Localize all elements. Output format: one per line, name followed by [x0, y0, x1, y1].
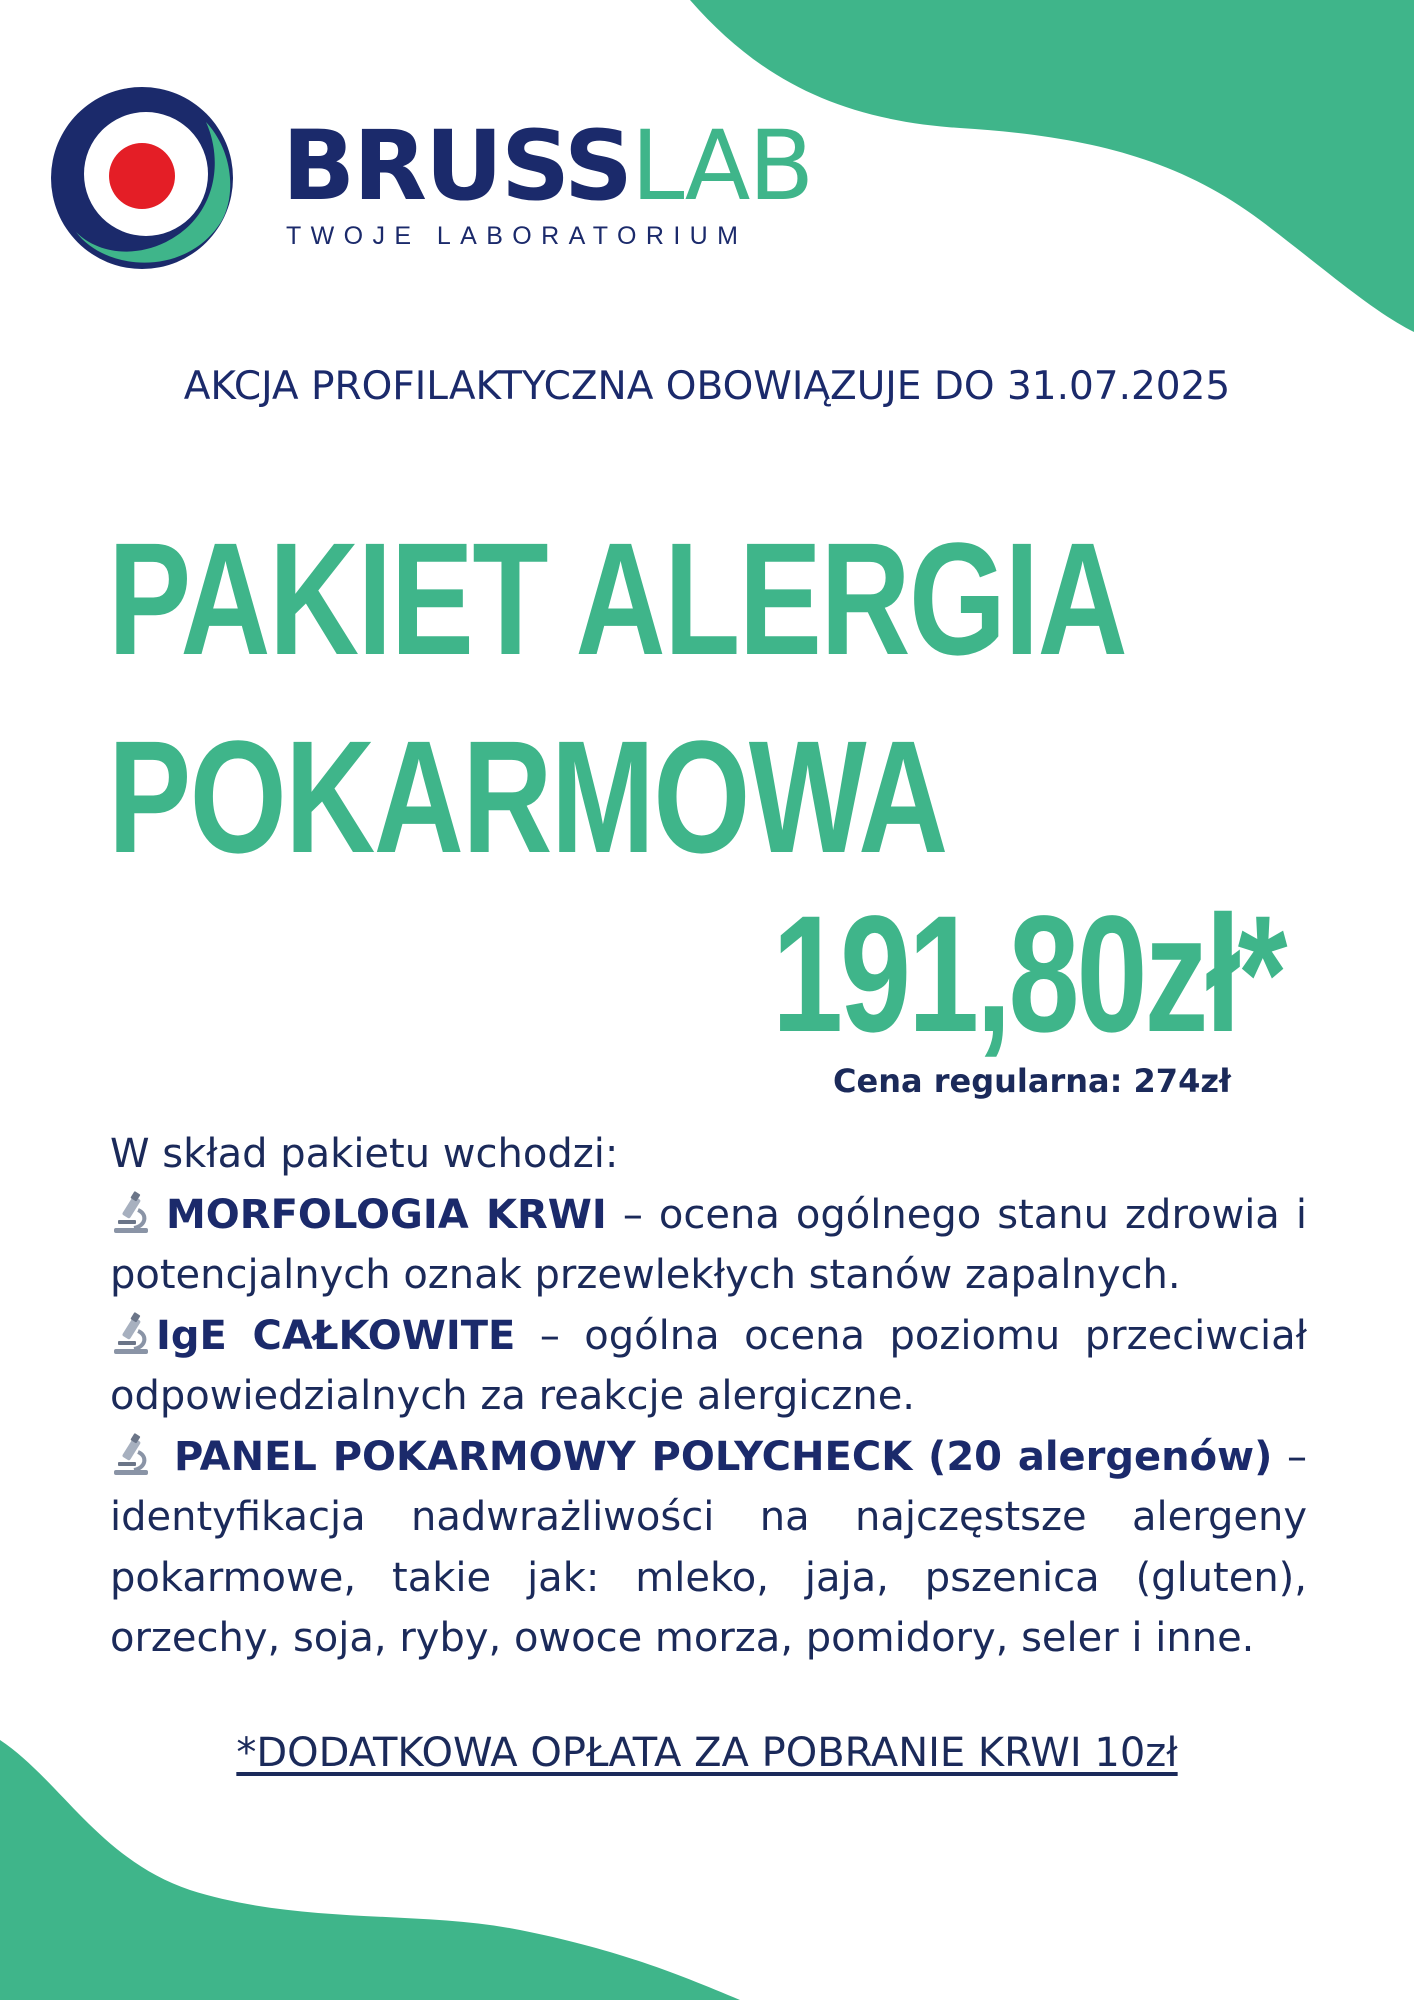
list-item [110, 1427, 1307, 1669]
regular-price: Cena regularna: 274zł [833, 1062, 1231, 1100]
package-title-line-1: PAKIET ALERGIA [108, 509, 1127, 688]
microscope-icon [110, 1311, 152, 1355]
list-item [110, 1185, 1307, 1306]
package-title [108, 500, 1126, 896]
contents-intro: W skład pakietu wchodzi: [110, 1131, 619, 1177]
promo-validity-text: AKCJA PROFILAKTYCZNA OBOWIĄZUJE DO 31.07.2025 [183, 364, 1231, 409]
item-name: MORFOLOGIA KRWI [166, 1191, 607, 1238]
brand-name-light: LAB [631, 110, 813, 222]
bottom-wave-decoration [0, 1740, 760, 2000]
brand-tagline: TWOJE LABORATORIUM [286, 222, 748, 250]
item-description: – identyfikacja nadwrażliwości na najczęstsze alergeny pokarmowe, takie jak: mleko, jaja, pszenica (gluten), orzechy, soja, ryby, owoce morza, pomidory, seler i inne. [110, 1433, 1307, 1661]
brand-name-bold: BRUSS [282, 110, 632, 222]
package-title-line-2: POKARMOWA [108, 707, 947, 886]
promo-price: 191,80zł* [772, 882, 1285, 1067]
microscope-icon [110, 1432, 152, 1476]
list-item [110, 1306, 1307, 1427]
brusslab-logo-icon [46, 82, 238, 274]
item-name: IgE CAŁKOWITE [156, 1312, 516, 1359]
package-contents [110, 1124, 1307, 1669]
microscope-icon [110, 1190, 152, 1234]
item-description: – ocena ogólnego stanu zdrowia i potencjalnych oznak przewlekłych stanów zapalnych. [110, 1191, 1307, 1298]
item-description: – ogólna ocena poziomu przeciwciał odpowiedzialnych za reakcje alergiczne. [110, 1312, 1307, 1419]
blood-draw-fee-note: *DODATKOWA OPŁATA ZA POBRANIE KRWI 10zł [236, 1730, 1178, 1776]
item-name: PANEL POKARMOWY POLYCHECK (20 alergenów) [174, 1433, 1273, 1480]
brand-wordmark [282, 110, 813, 222]
